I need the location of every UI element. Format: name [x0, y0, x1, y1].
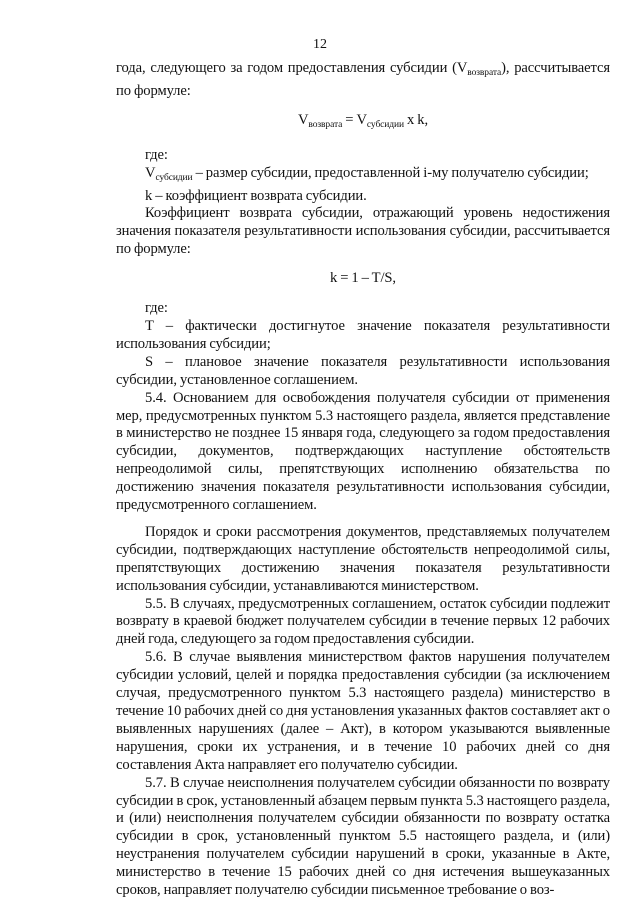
formula-coefficient: k = 1 – T/S,: [330, 270, 396, 287]
definition-s: S – плановое значение показателя результативности использования субсидии, установленное соглашением.: [116, 353, 610, 388]
paragraph-coefficient: Коэффициент возврата субсидии, отражающий уровень недостижения значения показателя результативности использования субсидии, рассчитывается по формуле:: [116, 205, 610, 258]
document-body: [116, 60, 610, 900]
formula-refund-amount: $V_{возврата} = V_{субсидии}$ x k,: [297, 111, 429, 130]
paragraph-5-7: 5.7. В случае неисполнения получателем субсидии обязанности по возврату субсидии в срок, установленный абзацем первым пункта 5.3 настоящего раздела, и (или) неисполнения получателем субсидии обязанности по возврату остатка субсидии в срок, установленный пунктом 5.5 настоящего раздела, и (или) неустранения получателем субсидии нарушений в сроки, указанные в Акте, министерство в течение 15 рабочих дней со дня истечения вышеуказанных сроков, направляет получателю субсидии письменное требование о воз-: [116, 774, 610, 899]
paragraph-5-5: 5.5. В случаях, предусмотренных соглашением, остаток субсидии подлежит возврату в краевой бюджет получателем субсидии в течение первых 12 рабочих дней года, следующего за годом предоставления субсидии.: [116, 595, 610, 648]
where-label: где:: [145, 146, 168, 163]
definition-v-subsidy: $V_{субсидии}$ – размер субсидии, предоставленной i-му получателю субсидии;: [145, 164, 589, 183]
paragraph-intro: года, следующего за годом предоставления субсидии $(V_{возврата})$, рассчитывается по формуле:: [116, 60, 610, 99]
where-label-2: где:: [145, 300, 168, 317]
paragraph-5-4-procedure: Порядок и сроки рассмотрения документов, представляемых получателем субсидии, подтверждающих наступление обстоятельств непреодолимой силы, препятствующих достижению значения показателя результативности использования субсидии, устанавливаются министерством.: [116, 523, 610, 594]
definition-k: k – коэффициент возврата субсидии.: [145, 187, 367, 204]
paragraph-5-6: 5.6. В случае выявления министерством фактов нарушения получателем субсидии условий, целей и порядка предоставления субсидии (за исключением случая, предусмотренного пунктом 5.3 настоящего раздела) министерство в течение 10 рабочих дней со дня установления указанных фактов составляет акт о выявленных нарушениях (далее – Акт), в котором указываются выявленные нарушения, сроки их устранения, и в течение 10 рабочих дней со дня составления Акта направляет его получателю субсидии.: [116, 649, 610, 773]
paragraph-5-4: 5.4. Основанием для освобождения получателя субсидии от применения мер, предусмотренных пунктом 5.3 настоящего раздела, является представление в министерство не позднее 15 января года, следующего за годом предоставления субсидии, документов, подтверждающих наступление обстоятельств непреодолимой силы, препятствующих исполнению обязательства по достижению значения показателя результативности использования субсидии, предусмотренного соглашением.: [116, 389, 610, 514]
definition-t: T – фактически достигнутое значение показателя результативности использования субсидии;: [116, 317, 610, 352]
page-number: 12: [313, 37, 327, 52]
